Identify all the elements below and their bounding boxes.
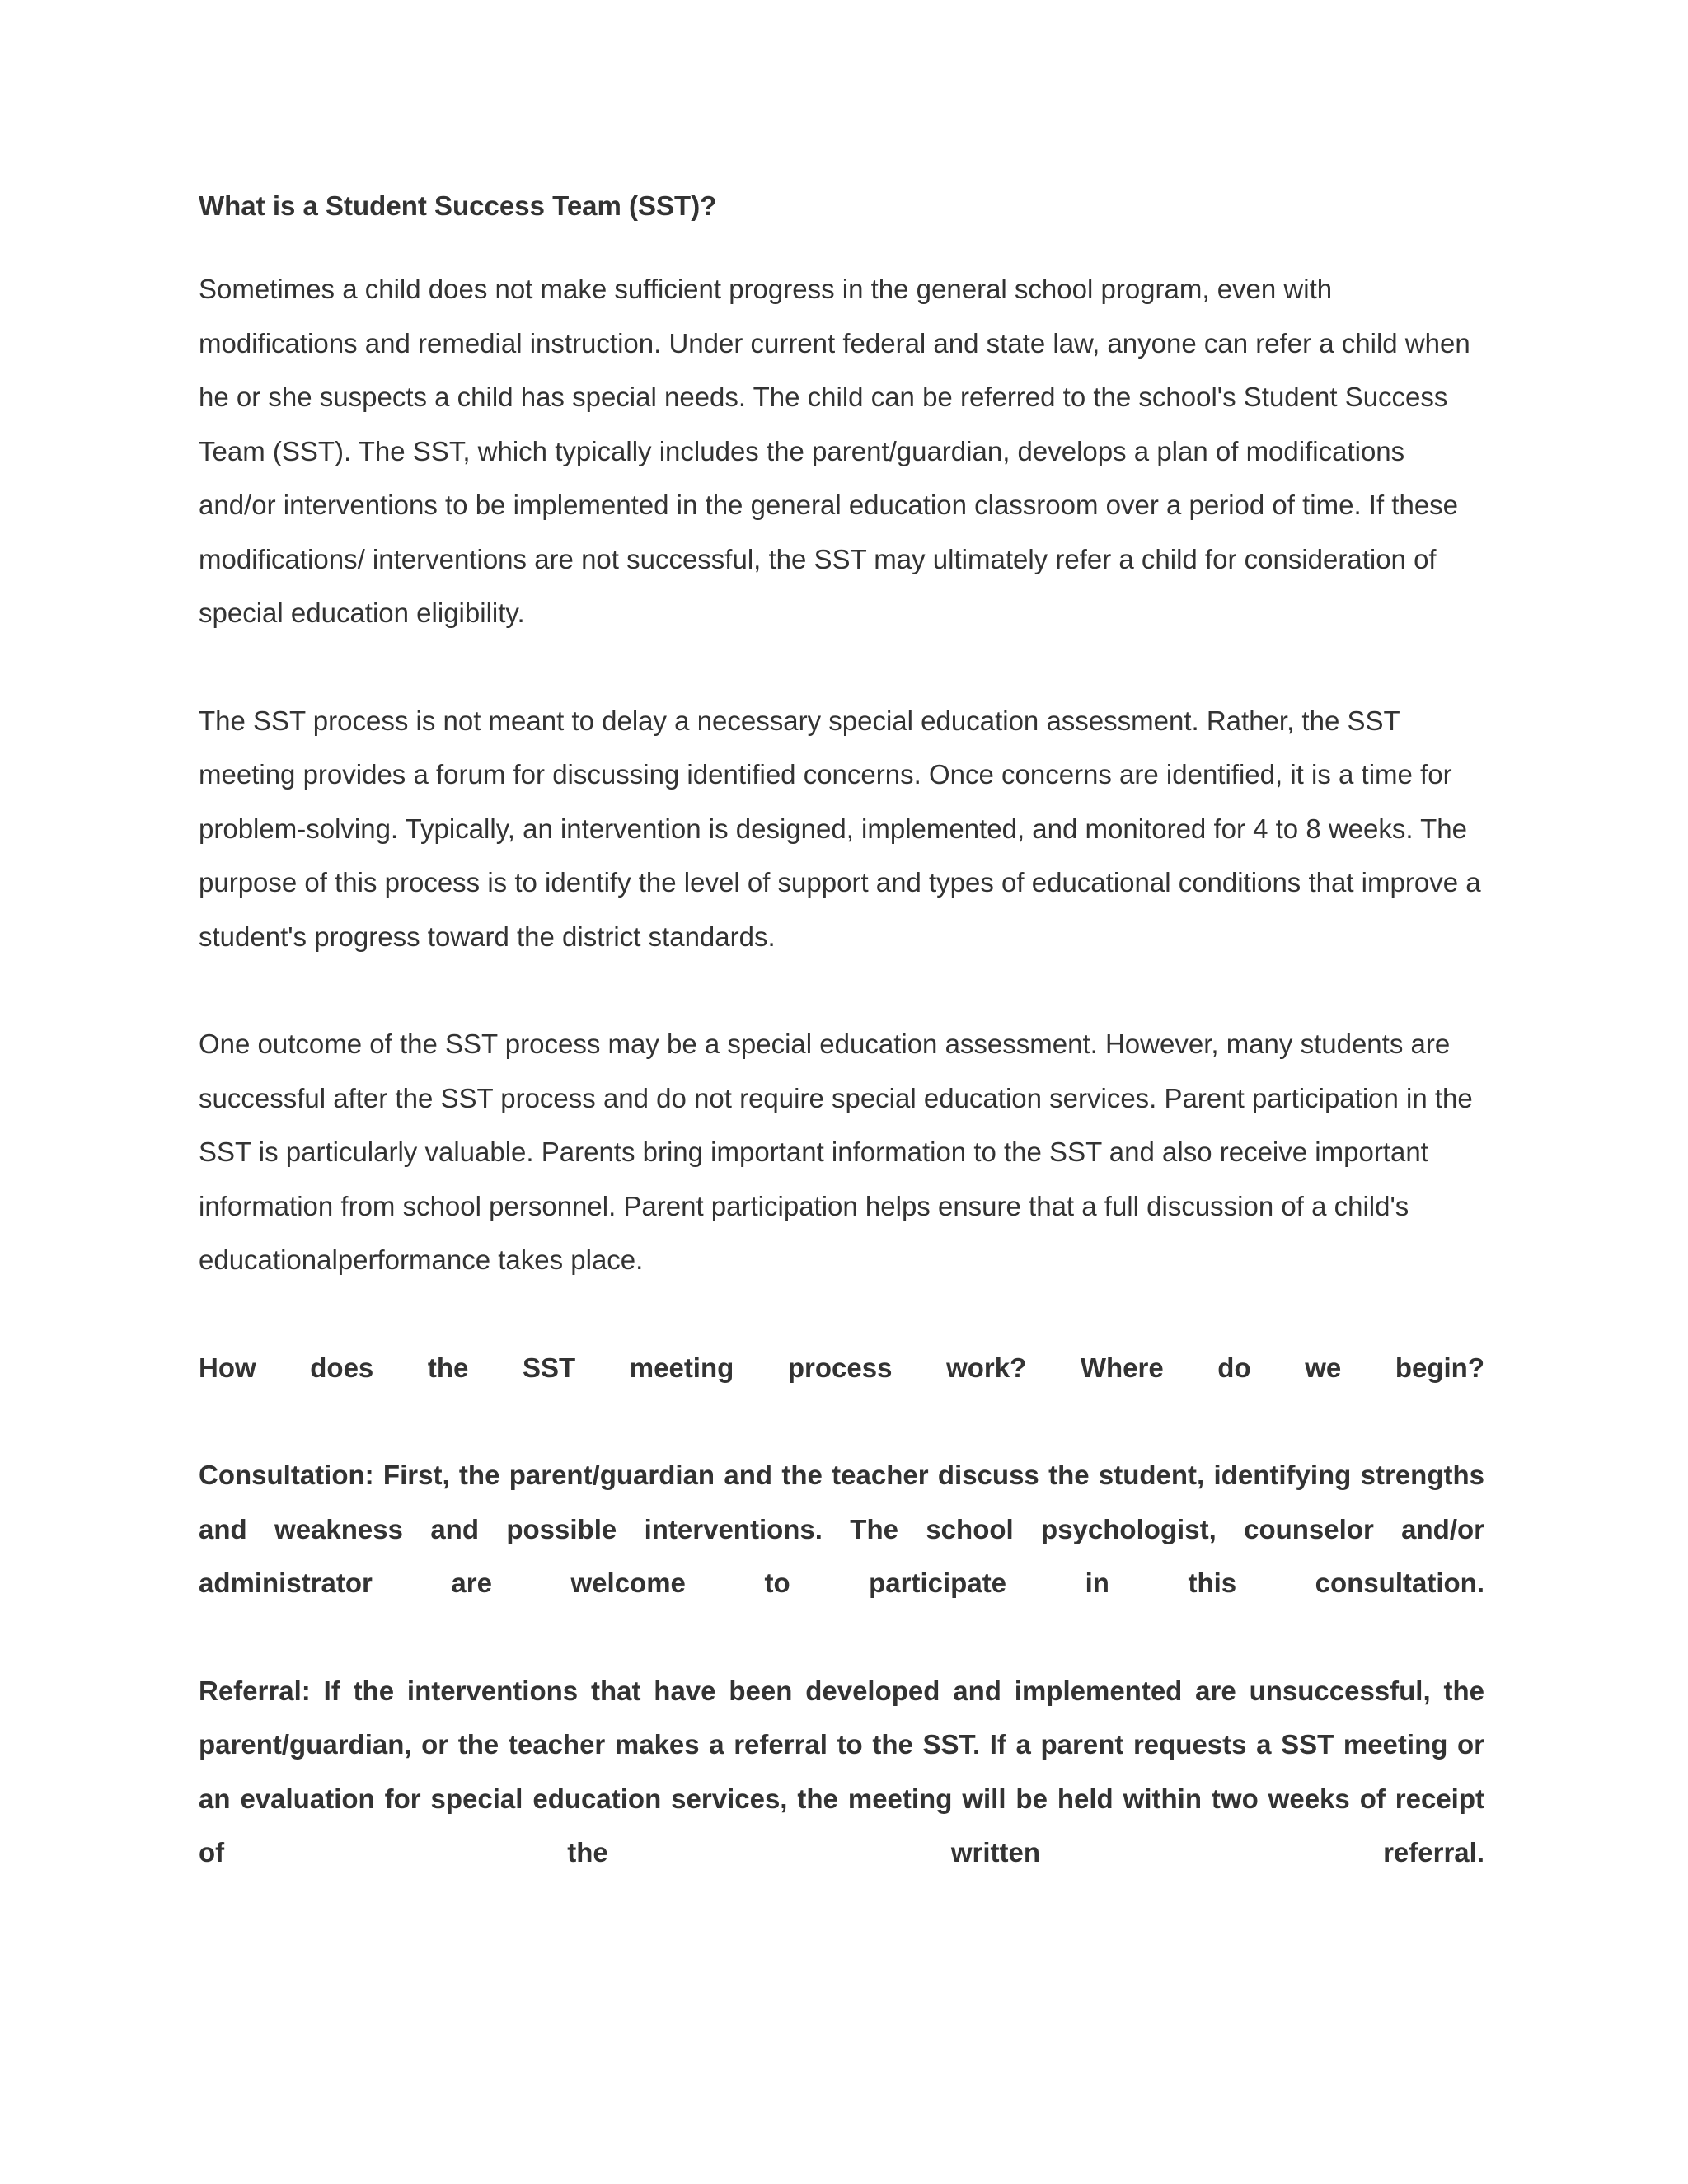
referral-paragraph: [199, 1664, 1484, 1880]
consultation-line: Consultation: First, the parent/guardian and the teacher discuss the student, identifying strengths: [199, 1460, 1484, 1490]
paragraph-sst-process: The SST process is not meant to delay a necessary special education assessment. Rather, the SST meeting provides a forum for discussing identified concerns. Once concerns are identified, it is a time for problem-solving. Typically, an intervention is designed, implemented, and monitored for 4 to 8 weeks. The purpose of this process is to identify the level of support and types of educational conditions that improve a student's progress toward the district standards.: [199, 705, 1481, 952]
consultation-line: and weakness and possible interventions. The school psychologist, counselor and/or: [199, 1513, 1484, 1544]
section-heading-text: How does the SST meeting process work? Where do we begin?: [199, 1352, 1484, 1383]
consultation-line: administrator are welcome to participate in this consultation.: [199, 1568, 1484, 1598]
paragraph-sst-outcome: One outcome of the SST process may be a special education assessment. However, many students are successful after the SST process and do not require special education services. Parent participation in the SST is particularly valuable. Parents bring important information to the SST and also receive important information from school personnel. Parent participation helps ensure that a full discussion of a child's educationalperformance takes place.: [199, 1029, 1473, 1275]
document-content: [199, 190, 1484, 1933]
document-title: What is a Student Success Team (SST)?: [199, 190, 717, 221]
referral-line: parent/guardian, or the teacher makes a referral to the SST. If a parent requests a SST meeting or: [199, 1729, 1484, 1760]
referral-line: an evaluation for special education services, the meeting will be held within two weeks of receipt: [199, 1783, 1484, 1814]
referral-line: Referral: If the interventions that have been developed and implemented are unsuccessful, the: [199, 1675, 1484, 1706]
section-heading: [199, 1341, 1484, 1395]
paragraph-sst-intro: Sometimes a child does not make sufficient progress in the general school program, even with modifications and remedial instruction. Under current federal and state law, anyone can refer a child when he or she suspects a child has special needs. The child can be referred to the school's Student Success Team (SST). The SST, which typically includes the parent/guardian, develops a plan of modifications and/or interventions to be implemented in the general education classroom over a period of time. If these modifications/ interventions are not successful, the SST may ultimately refer a child for consideration of special education eligibility.: [199, 274, 1470, 628]
referral-line: of the written referral.: [199, 1837, 1484, 1868]
consultation-paragraph: [199, 1448, 1484, 1610]
